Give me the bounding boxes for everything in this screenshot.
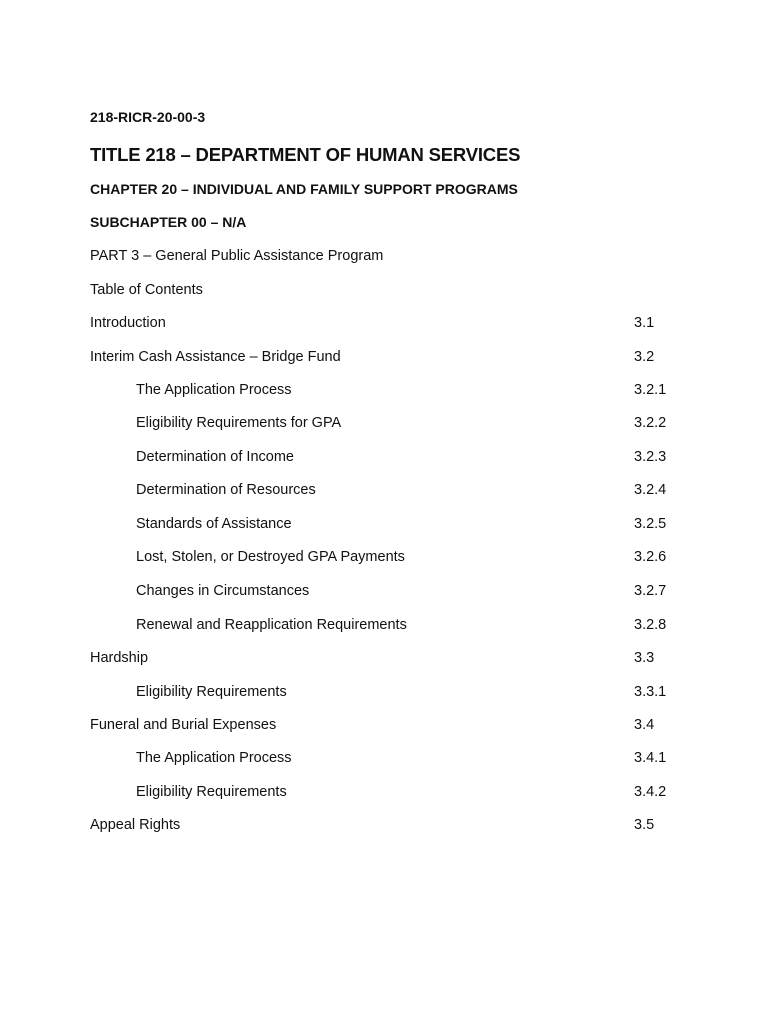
toc-row: [0, 350, 770, 370]
toc-row: [0, 517, 770, 537]
toc-entry-title: Renewal and Reapplication Requirements: [136, 617, 407, 633]
toc-entry-title: The Application Process: [136, 382, 292, 398]
toc-entry-number: 3.2.6: [634, 549, 667, 565]
part-heading: PART 3 – General Public Assistance Program: [90, 248, 384, 264]
toc-entry-number: 3.2.4: [634, 482, 667, 498]
toc-row: [0, 685, 770, 705]
toc-entry-title: Eligibility Requirements for GPA: [136, 415, 342, 431]
toc-entry-title: Eligibility Requirements: [136, 684, 287, 700]
toc-row: [0, 651, 770, 671]
toc-entry-title: Changes in Circumstances: [136, 583, 310, 599]
toc-entry-number: 3.2.7: [634, 583, 667, 599]
toc-entry-number: 3.2.5: [634, 516, 667, 532]
document-title: TITLE 218 – DEPARTMENT OF HUMAN SERVICES: [90, 144, 521, 165]
toc-row: [0, 618, 770, 638]
toc-row: [0, 818, 770, 838]
toc-entry-title: Eligibility Requirements: [136, 784, 287, 800]
toc-row: [0, 316, 770, 336]
toc-entry-number: 3.2.1: [634, 382, 667, 398]
toc-entry-number: 3.1: [634, 315, 655, 331]
toc-entry-number: 3.4.1: [634, 750, 667, 766]
regulation-code: 218-RICR-20-00-3: [90, 109, 206, 125]
toc-row: [0, 785, 770, 805]
toc-entry-number: 3.2: [634, 349, 655, 365]
toc-row: [0, 550, 770, 570]
toc-entry-title: Lost, Stolen, or Destroyed GPA Payments: [136, 549, 405, 565]
toc-entry-number: 3.4.2: [634, 784, 667, 800]
toc-row: [0, 383, 770, 403]
toc-entry-number: 3.3: [634, 650, 655, 666]
toc-row: [0, 584, 770, 604]
toc-entry-title: Appeal Rights: [90, 817, 181, 833]
toc-row: [0, 751, 770, 771]
toc-entry-title: The Application Process: [136, 750, 292, 766]
chapter-heading: CHAPTER 20 – INDIVIDUAL AND FAMILY SUPPORT PROGRAMS: [90, 181, 518, 197]
toc-entry-title: Funeral and Burial Expenses: [90, 717, 277, 733]
toc-entry-title: Standards of Assistance: [136, 516, 292, 532]
toc-entry-title: Determination of Resources: [136, 482, 316, 498]
toc-entry-number: 3.3.1: [634, 684, 667, 700]
toc-entry-title: Interim Cash Assistance – Bridge Fund: [90, 349, 341, 365]
toc-row: [0, 416, 770, 436]
toc-entry-title: Introduction: [90, 315, 166, 331]
toc-entry-number: 3.2.8: [634, 617, 667, 633]
toc-row: [0, 450, 770, 470]
toc-entry-title: Hardship: [90, 650, 149, 666]
toc-row: [0, 483, 770, 503]
toc-entry-title: Determination of Income: [136, 449, 294, 465]
toc-entry-number: 3.5: [634, 817, 655, 833]
toc-heading: Table of Contents: [90, 282, 203, 298]
toc-row: [0, 718, 770, 738]
toc-entry-number: 3.2.3: [634, 449, 667, 465]
toc-entry-number: 3.4: [634, 717, 655, 733]
toc-entry-number: 3.2.2: [634, 415, 667, 431]
subchapter-heading: SUBCHAPTER 00 – N/A: [90, 214, 247, 230]
